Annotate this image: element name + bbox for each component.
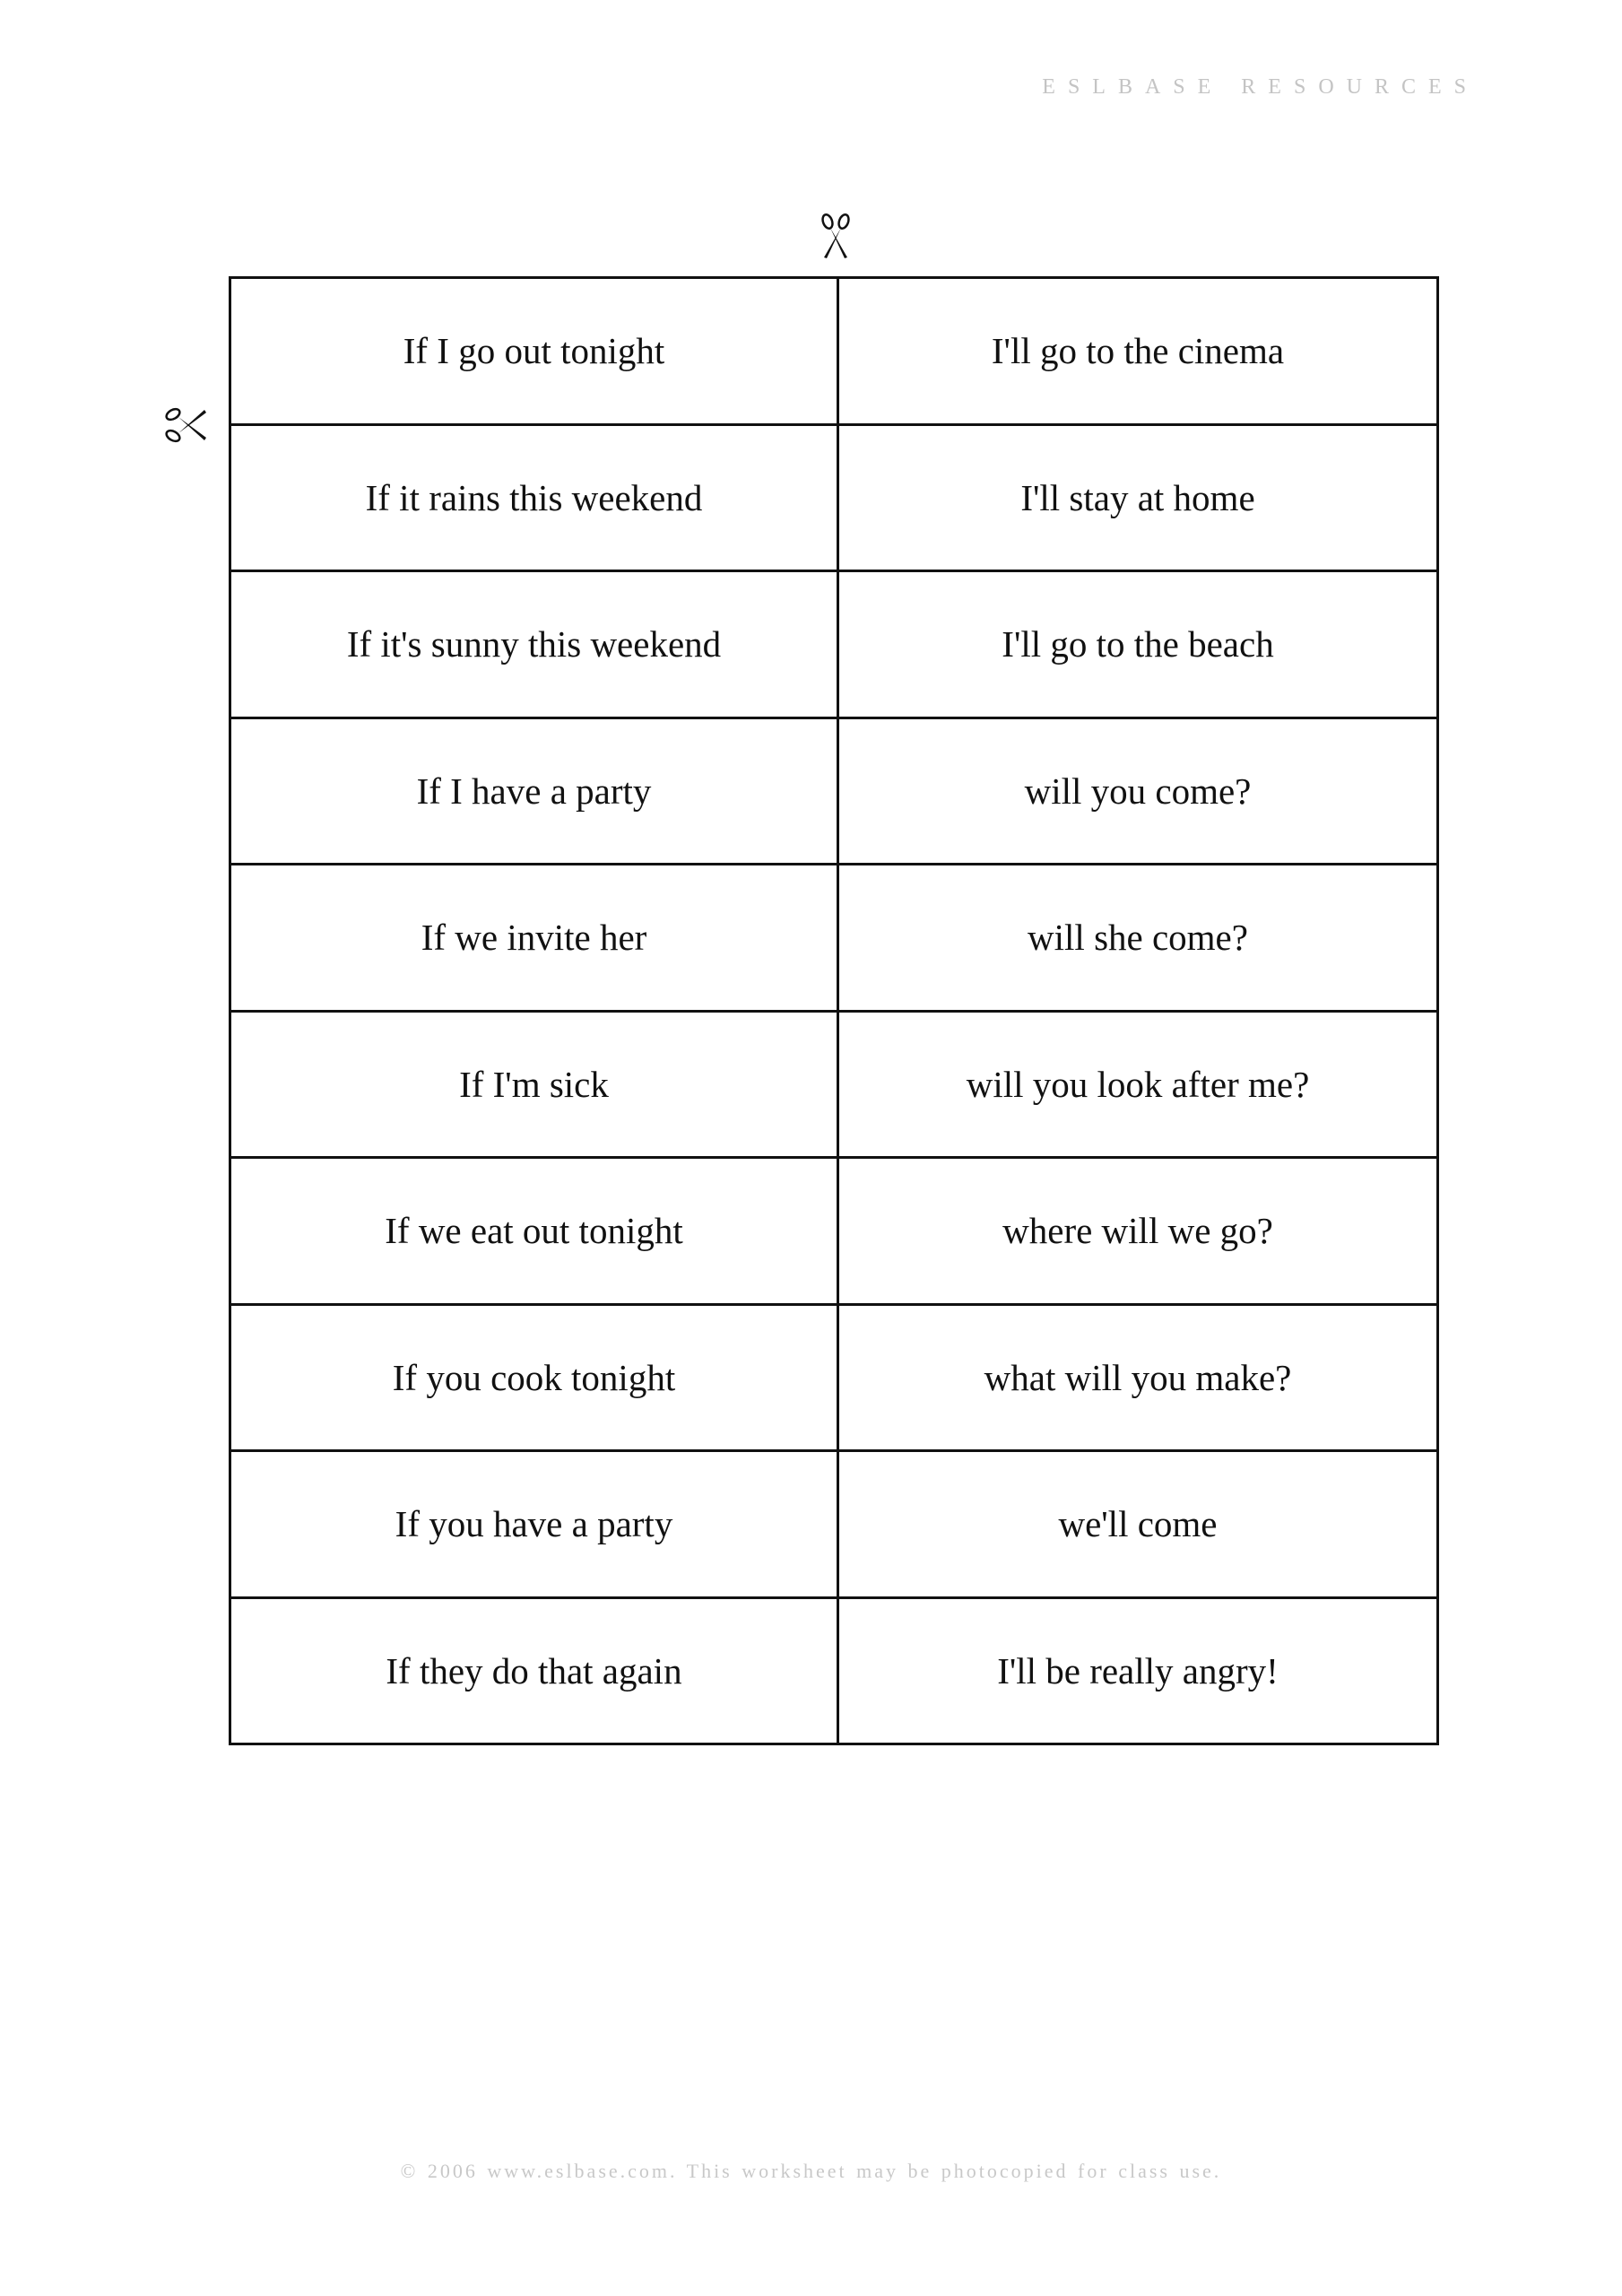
card-row xyxy=(230,1597,1438,1744)
result-card: we'll come xyxy=(838,1451,1438,1598)
result-card: where will we go? xyxy=(838,1158,1438,1305)
condition-card: If I go out tonight xyxy=(230,278,838,425)
card-row xyxy=(230,424,1438,571)
condition-card: If we eat out tonight xyxy=(230,1158,838,1305)
result-card: will she come? xyxy=(838,865,1438,1012)
card-row xyxy=(230,1011,1438,1158)
card-row xyxy=(230,718,1438,865)
condition-card: If it's sunny this weekend xyxy=(230,571,838,718)
result-card: I'll be really angry! xyxy=(838,1597,1438,1744)
condition-card: If they do that again xyxy=(230,1597,838,1744)
card-row xyxy=(230,865,1438,1012)
copyright-footer: © 2006 www.eslbase.com. This worksheet may be photocopied for class use. xyxy=(400,2160,1222,2182)
condition-card: If we invite her xyxy=(230,865,838,1012)
condition-card: If I have a party xyxy=(230,718,838,865)
result-card: will you look after me? xyxy=(838,1011,1438,1158)
scissors-icon xyxy=(165,405,208,445)
condition-card: If you cook tonight xyxy=(230,1304,838,1451)
result-card: I'll go to the beach xyxy=(838,571,1438,718)
card-row xyxy=(230,1451,1438,1598)
result-card: will you come? xyxy=(838,718,1438,865)
card-row xyxy=(230,278,1438,425)
condition-card: If it rains this weekend xyxy=(230,424,838,571)
cutout-card-table xyxy=(229,276,1439,1745)
condition-card: If I'm sick xyxy=(230,1011,838,1158)
card-row xyxy=(230,1158,1438,1305)
result-card: I'll stay at home xyxy=(838,424,1438,571)
card-row xyxy=(230,571,1438,718)
scissors-icon xyxy=(818,213,854,260)
result-card: I'll go to the cinema xyxy=(838,278,1438,425)
card-row xyxy=(230,1304,1438,1451)
brand-header: ESLBASE RESOURCES xyxy=(1042,75,1479,99)
result-card: what will you make? xyxy=(838,1304,1438,1451)
condition-card: If you have a party xyxy=(230,1451,838,1598)
